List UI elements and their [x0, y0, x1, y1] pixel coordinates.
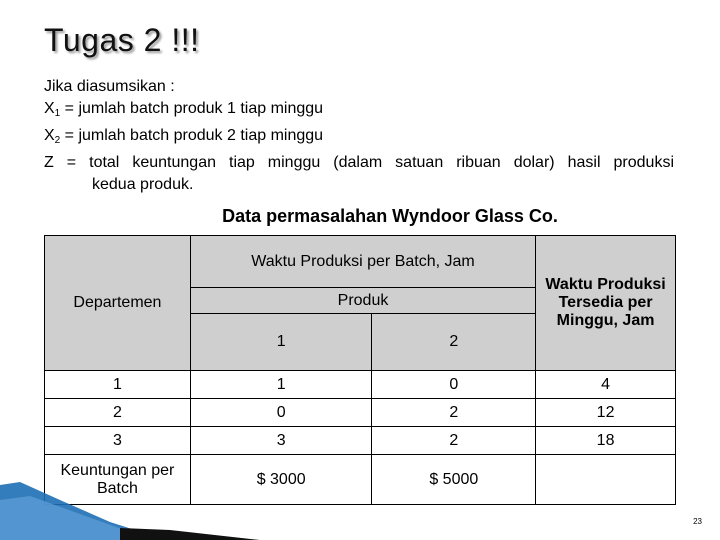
- row-3-dept: 3: [45, 427, 191, 455]
- profit-produk-2: $ 5000: [372, 455, 536, 505]
- slide-corner-decoration: [0, 440, 260, 540]
- intro-z-definition: Z = total keuntungan tiap minggu (dalam satuan ribuan dolar) hasil produksi: [44, 154, 674, 171]
- row-3-produk-1: 3: [190, 427, 372, 455]
- row-1-produk-1: 1: [190, 371, 372, 399]
- row-3-tersedia: 18: [536, 427, 676, 455]
- profit-produk-1: $ 3000: [190, 455, 372, 505]
- page-number: 23: [693, 517, 702, 526]
- header-produk-2: 2: [372, 314, 536, 371]
- table-title: Data permasalahan Wyndoor Glass Co.: [222, 206, 558, 226]
- intro-z-continuation: kedua produk.: [92, 176, 194, 193]
- row-1-dept: 1: [45, 371, 191, 399]
- intro-text: [44, 76, 674, 196]
- intro-x2-definition: [44, 125, 674, 152]
- row-2-dept: 2: [45, 399, 191, 427]
- header-produk-1: 1: [190, 314, 372, 371]
- row-3-produk-2: 2: [372, 427, 536, 455]
- intro-lead: Jika diasumsikan :: [44, 78, 175, 95]
- header-waktu-produksi: Waktu Produksi per Batch, Jam: [190, 236, 535, 288]
- header-waktu-tersedia: Waktu Produksi Tersedia per Minggu, Jam: [536, 236, 676, 371]
- header-departemen: Departemen: [45, 236, 191, 371]
- row-2-produk-1: 0: [190, 399, 372, 427]
- x2-text: = jumlah batch produk 2 tiap minggu: [60, 127, 324, 144]
- row-1-produk-2: 0: [372, 371, 536, 399]
- table-row: [45, 371, 676, 399]
- header-produk: Produk: [190, 288, 535, 314]
- profit-tersedia: [536, 455, 676, 505]
- decoration-dark-wedge: [120, 528, 260, 540]
- x1-subscript: 1: [54, 108, 61, 119]
- table-row: [45, 399, 676, 427]
- row-1-tersedia: 4: [536, 371, 676, 399]
- x1-variable: X: [44, 100, 55, 117]
- x2-subscript: 2: [54, 135, 61, 146]
- x2-variable: X: [44, 127, 55, 144]
- profit-label: Keuntungan per Batch: [45, 455, 191, 505]
- slide-title: Tugas 2 !!!: [44, 22, 200, 58]
- row-2-produk-2: 2: [372, 399, 536, 427]
- row-2-tersedia: 12: [536, 399, 676, 427]
- x1-text: = jumlah batch produk 1 tiap minggu: [60, 100, 324, 117]
- intro-x1-definition: [44, 98, 674, 125]
